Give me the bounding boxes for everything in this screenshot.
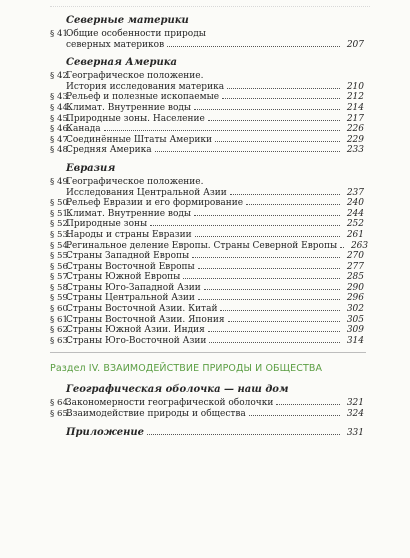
page-number: 314 (346, 335, 364, 346)
toc-entry (50, 240, 369, 252)
chapter-heading: Северная Америка (66, 57, 177, 69)
dot-leader (192, 257, 340, 258)
entry-number: § 50. (50, 198, 71, 209)
toc-block (50, 14, 364, 50)
entry-title: Рельеф Евразии и его формирование (66, 198, 244, 209)
dot-leader (183, 278, 340, 279)
entry-title: Средняя Америка (66, 145, 152, 156)
entry-number: § 52. (50, 219, 71, 230)
toc-entry (50, 40, 364, 51)
toc-entry (50, 103, 364, 114)
dot-leader (195, 236, 340, 237)
dot-leader (208, 120, 340, 121)
dot-leader (167, 46, 340, 47)
entry-title: Страны Южной Азии. Индия (66, 325, 205, 336)
toc-entry (50, 262, 364, 273)
toc-entry (50, 188, 364, 199)
page-number: 277 (346, 261, 364, 272)
dot-leader (215, 141, 340, 142)
entry-number: § 55. (50, 251, 71, 262)
dot-leader (246, 204, 340, 205)
entry-number: § 62. (50, 325, 71, 336)
entry-title: Климат. Внутренние воды (66, 102, 192, 113)
page-number: 309 (346, 325, 364, 336)
toc-entry (50, 336, 364, 347)
page-number: 233 (346, 145, 364, 156)
toc-entry-appendix (50, 426, 364, 439)
page-number: 226 (346, 124, 364, 135)
toc-entry (50, 230, 364, 241)
dot-leader (220, 310, 340, 311)
dot-leader (147, 434, 340, 435)
entry-title: Соединённые Штаты Америки (66, 134, 212, 145)
dot-leader (340, 247, 344, 248)
toc-entry (50, 124, 364, 135)
chapter-heading: Северные материки (66, 15, 189, 26)
page-number: 237 (346, 187, 364, 198)
entry-title: Природные зоны (66, 219, 148, 230)
entry-title: Канада (66, 124, 101, 135)
entry-number: § 57. (50, 272, 71, 283)
entry-title: Закономерности географической оболочки (66, 398, 274, 409)
toc-entry (50, 283, 364, 294)
section-title: Раздел IV. ВЗАИМОДЕЙСТВИЕ ПРИРОДЫ И ОБЩЕСТВА (50, 363, 323, 375)
page-number: 263 (350, 240, 369, 251)
page-number: 214 (346, 102, 364, 113)
page-number: 240 (346, 198, 364, 209)
dot-leader (208, 331, 340, 332)
entry-number: § 47. (50, 134, 71, 145)
toc-entry (50, 177, 364, 188)
entry-title: Страны Юго-Западной Азии (66, 282, 201, 293)
dot-leader (276, 404, 340, 405)
entry-number: § 53. (50, 229, 71, 240)
toc-entry (50, 114, 364, 125)
toc-entry (50, 82, 364, 93)
dot-leader (230, 194, 340, 195)
page-number: 290 (346, 282, 364, 293)
section-divider (50, 352, 366, 353)
dot-leader (209, 342, 340, 343)
entry-number: § 45. (50, 113, 71, 124)
toc-entry (50, 398, 364, 409)
page-number: 296 (346, 293, 364, 304)
entry-title: Страны Юго-Восточной Азии (66, 335, 207, 346)
entry-title: Народы и страны Евразии (66, 229, 192, 240)
entry-number: § 58. (50, 282, 71, 293)
entry-title: История исследования материка (66, 81, 225, 92)
entry-title: Страны Восточной Европы (66, 261, 195, 272)
entry-title: Климат. Внутренние воды (66, 208, 192, 219)
toc-entry (50, 71, 364, 82)
toc-entry (50, 304, 364, 315)
entry-number: § 65. (50, 409, 71, 420)
chapter-heading: Географическая оболочка — наш дом (66, 384, 289, 396)
toc-entry (50, 29, 364, 40)
page-number: 321 (346, 398, 364, 409)
entry-title: Географическое положение. (66, 71, 204, 82)
dot-leader (204, 289, 340, 290)
entry-number: § 60. (50, 304, 71, 315)
entry-title: Рельеф и полезные ископаемые (66, 92, 220, 103)
entry-title: Общие особенности природы (66, 29, 206, 39)
toc-entry (50, 272, 364, 283)
entry-number: § 51. (50, 208, 71, 219)
dot-leader (227, 88, 340, 89)
entry-number: § 54. (50, 240, 71, 251)
appendix-heading: Приложение (66, 426, 145, 438)
entry-title: Взаимодействие природы и общества (66, 409, 246, 420)
page-number: 207 (346, 39, 364, 50)
entry-title: Страны Восточной Азии. Япония (66, 314, 225, 325)
dot-leader (194, 215, 340, 216)
toc-entry (50, 135, 364, 146)
top-faint-line (50, 0, 370, 7)
entry-title: Страны Восточной Азии. Китай (66, 304, 218, 315)
entry-number: § 43. (50, 92, 71, 103)
entry-number: § 56. (50, 261, 71, 272)
entry-title: Страны Западной Европы (66, 251, 190, 262)
toc-block (50, 383, 364, 419)
page-number: 217 (346, 113, 364, 124)
entry-number: § 49. (50, 176, 71, 187)
entry-number: § 42. (50, 71, 71, 82)
toc-entry (50, 198, 364, 209)
page-number: 212 (346, 92, 364, 103)
entry-number: § 63. (50, 335, 71, 346)
page-number: 270 (346, 251, 364, 262)
entry-title: Исследования Центральной Азии (66, 187, 227, 198)
page-number: 261 (346, 229, 364, 240)
dot-leader (249, 415, 340, 416)
entry-number: § 48. (50, 145, 71, 156)
page-number: 331 (346, 427, 364, 438)
page-number: 324 (346, 409, 364, 420)
dot-leader (155, 151, 340, 152)
toc-entry (50, 315, 364, 326)
toc-block (50, 426, 364, 439)
dot-leader (228, 321, 340, 322)
entry-number: § 59. (50, 293, 71, 304)
entry-number: § 44. (50, 102, 71, 113)
dot-leader (194, 109, 340, 110)
page-number: 302 (346, 304, 364, 315)
entry-title: Страны Центральной Азии (66, 293, 195, 304)
dot-leader (222, 98, 340, 99)
toc-entry (50, 293, 364, 304)
page-number: 252 (346, 219, 364, 230)
entry-title: северных материков (66, 39, 165, 50)
entry-title: Регинальное деление Европы. Страны Северной Европы (66, 240, 338, 251)
toc-block (50, 162, 369, 347)
entry-number: § 46. (50, 124, 71, 135)
toc-part-continents (50, 14, 369, 346)
toc-entry (50, 92, 364, 103)
page-number: 244 (346, 208, 364, 219)
toc-part-section-iv (50, 383, 364, 438)
toc-entry (50, 409, 364, 420)
entry-number: § 61. (50, 314, 71, 325)
toc-entry (50, 209, 364, 220)
entry-title: Страны Южной Европы (66, 272, 181, 283)
toc-content (50, 14, 369, 445)
page-number: 285 (346, 272, 364, 283)
entry-title: Природные зоны. Население (66, 113, 205, 124)
toc-entry (50, 251, 364, 262)
entry-title: Географическое положение. (66, 176, 204, 187)
entry-number: § 64. (50, 398, 71, 409)
toc-block (50, 56, 364, 156)
dot-leader (198, 268, 340, 269)
dot-leader (198, 299, 340, 300)
page-number: 229 (346, 134, 364, 145)
entry-number: § 41. (50, 29, 71, 39)
page-number: 305 (346, 314, 364, 325)
dot-leader (104, 130, 340, 131)
toc-entry (50, 219, 364, 230)
toc-entry (50, 325, 364, 336)
toc-entry (50, 145, 364, 156)
chapter-heading: Евразия (66, 162, 116, 174)
page-number: 210 (346, 81, 364, 92)
dot-leader (150, 225, 340, 226)
